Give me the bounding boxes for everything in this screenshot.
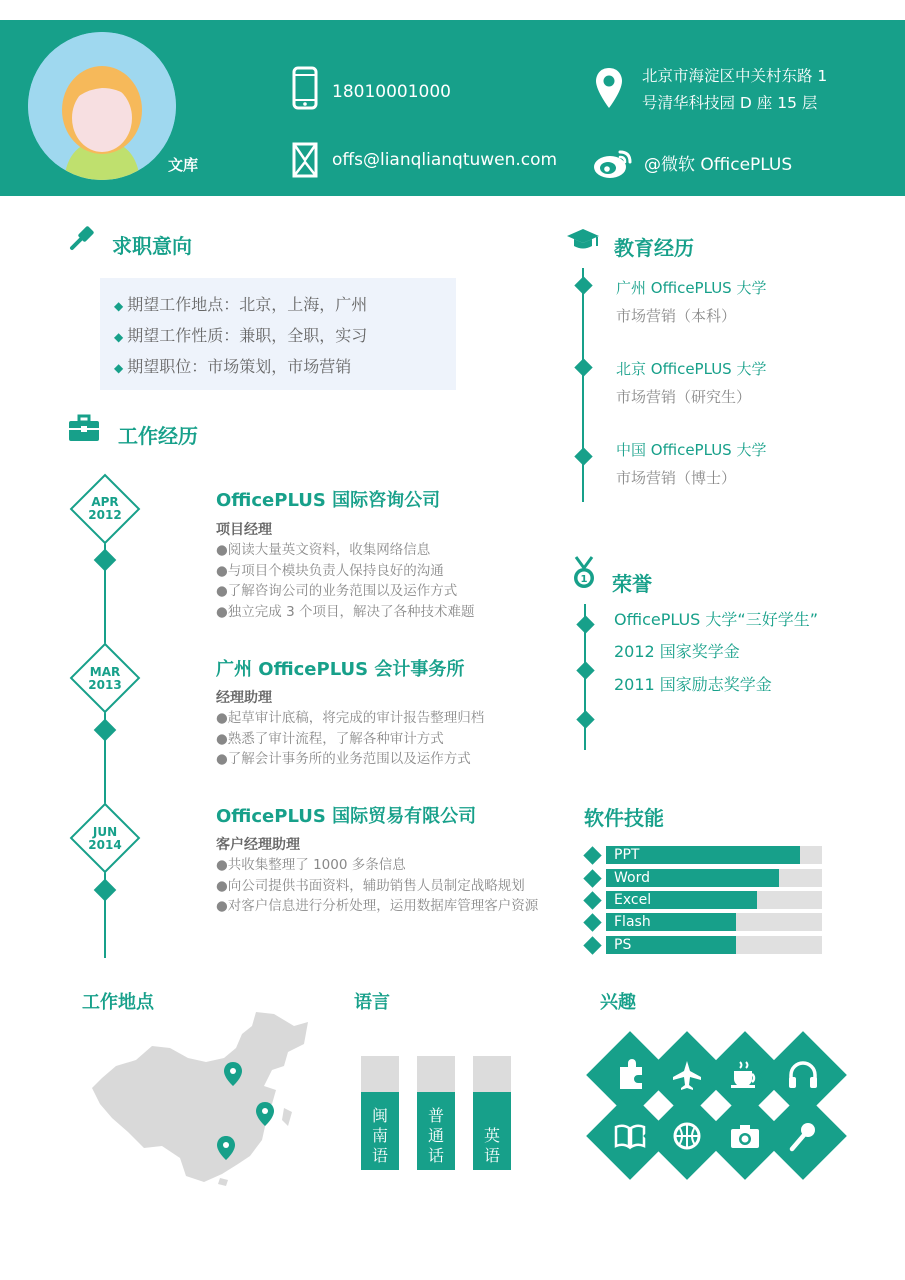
school-name: 中国 OfficePLUS 大学: [616, 441, 767, 459]
hobby-title: 兴趣: [600, 992, 636, 1013]
skill-bar-fill: [606, 846, 800, 864]
location-title: 工作地点: [82, 992, 154, 1013]
skill-bar-track: [606, 913, 822, 931]
job-role: 经理助理: [216, 690, 272, 706]
language-title: 语言: [354, 992, 390, 1013]
date-label: APR 2012: [88, 495, 122, 522]
intention-item: ◆ 期望工作地点：北京，上海，广州: [114, 295, 368, 314]
timeline-node: [94, 879, 117, 902]
honors-title: 荣誉: [612, 572, 652, 596]
skill-name: Excel: [614, 892, 652, 908]
school-major: 市场营销（研究生）: [616, 388, 752, 406]
intention-box: [100, 278, 456, 390]
briefcase-icon: [68, 414, 100, 442]
job-role: 客户经理助理: [216, 837, 300, 853]
china-map: [88, 1008, 318, 1186]
honor-item: OfficePLUS 大学“三好学生”: [614, 610, 819, 629]
honor-item: 2012 国家奖学金: [614, 642, 740, 661]
language-bar: [417, 1056, 455, 1170]
skill-bar-fill: [606, 891, 757, 909]
school-major: 市场营销（本科）: [616, 307, 737, 325]
duty-item: ●了解咨询公司的业务范围以及运作方式: [216, 583, 458, 599]
timeline-node: [94, 719, 117, 742]
address-line-1: 北京市海淀区中关村东路 1: [642, 67, 828, 85]
duty-item: ●共收集整理了 1000 多条信息: [216, 857, 406, 873]
education-title: 教育经历: [614, 236, 694, 260]
company-name: OfficePLUS 国际咨询公司: [216, 490, 441, 511]
timeline-node: [576, 710, 594, 728]
duty-item: ●向公司提供书面资料，辅助销售人员制定战略规划: [216, 877, 525, 894]
skills-title: 软件技能: [584, 806, 664, 830]
company-name: OfficePLUS 国际贸易有限公司: [216, 806, 477, 827]
pen-icon: [68, 224, 96, 252]
skill-name: Flash: [614, 914, 651, 930]
date-label: MAR 2013: [88, 665, 122, 692]
duty-item: ●独立完成 3 个项目，解决了各种技术难题: [216, 603, 475, 620]
timeline-node: [574, 447, 592, 465]
intention-title: 求职意向: [112, 234, 192, 258]
skill-bar-fill: [606, 936, 736, 954]
phone-icon: [292, 66, 318, 110]
avatar: [28, 32, 176, 180]
bullet-diamond-icon: [583, 846, 601, 864]
mail-icon: [292, 142, 318, 178]
headphones-icon: [783, 1055, 823, 1095]
duty-item: ●起草审计底稿，将完成的审计报告整理归档: [216, 710, 485, 726]
graduation-cap-icon: [566, 228, 600, 250]
education-timeline-line: [582, 268, 584, 502]
language-bar: [361, 1056, 399, 1170]
school-name: 北京 OfficePLUS 大学: [616, 360, 767, 378]
honor-item: 2011 国家励志奖学金: [614, 675, 772, 694]
language-bar-fill: [473, 1092, 511, 1170]
weibo-icon: [592, 146, 634, 180]
language-bar-fill: [417, 1092, 455, 1170]
microphone-icon: [783, 1116, 823, 1156]
weibo-handle: @微软 OfficePLUS: [644, 155, 793, 175]
bullet-diamond-icon: ◆: [114, 330, 124, 344]
job-role: 项目经理: [216, 522, 272, 538]
email-address: offs@lianqlianqtuwen.com: [332, 150, 558, 170]
intention-item: ◆ 期望工作性质：兼职，全职，实习: [114, 326, 368, 345]
bullet-diamond-icon: [583, 936, 601, 954]
bullet-diamond-icon: ◆: [114, 361, 124, 375]
phone-number: 18010001000: [332, 82, 451, 102]
school-major: 市场营销（博士）: [616, 469, 737, 487]
duty-item: ●阅读大量英文资料，收集网络信息: [216, 542, 431, 558]
bullet-diamond-icon: [583, 891, 601, 909]
candidate-name: 文库: [168, 156, 199, 174]
language-bar-fill: [361, 1092, 399, 1170]
bullet-diamond-icon: ◆: [114, 299, 124, 313]
language-name: 英 语: [483, 1126, 500, 1166]
timeline-node: [574, 276, 592, 294]
avatar-illustration: [28, 32, 176, 180]
timeline-node: [94, 549, 117, 572]
timeline-node: [574, 358, 592, 376]
timeline-node: [576, 615, 594, 633]
skill-bar-fill: [606, 869, 779, 887]
medal-icon: [570, 556, 598, 590]
duty-item: ●与项目个模块负责人保持良好的沟通: [216, 562, 444, 579]
skill-bar-track: [606, 891, 822, 909]
intention-item: ◆ 期望职位：市场策划，市场营销: [114, 357, 352, 376]
timeline-node: [576, 661, 594, 679]
skill-name: PPT: [614, 847, 640, 863]
address-line-2: 号清华科技园 D 座 15 层: [642, 94, 818, 112]
skill-name: PS: [614, 937, 632, 953]
skill-name: Word: [614, 870, 650, 886]
school-name: 广州 OfficePLUS 大学: [616, 279, 767, 297]
bullet-diamond-icon: [583, 913, 601, 931]
duty-item: ●对客户信息进行分析处理，运用数据库管理客户资源: [216, 898, 539, 914]
skill-bar-track: [606, 936, 822, 954]
work-title: 工作经历: [118, 424, 198, 448]
skill-bar-track: [606, 869, 822, 887]
language-bar: [473, 1056, 511, 1170]
svg-text:1: 1: [580, 574, 588, 585]
location-pin-icon: [594, 66, 624, 110]
language-name: 普 通 话: [427, 1106, 444, 1166]
date-label: JUN 2014: [88, 825, 122, 852]
skill-bar-fill: [606, 913, 736, 931]
bullet-diamond-icon: [583, 869, 601, 887]
duty-item: ●熟悉了审计流程，了解各种审计方式: [216, 730, 444, 747]
language-name: 闽 南 语: [371, 1106, 388, 1166]
duty-item: ●了解会计事务所的业务范围以及运作方式: [216, 751, 471, 767]
skill-bar-track: [606, 846, 822, 864]
company-name: 广州 OfficePLUS 会计事务所: [216, 659, 465, 680]
